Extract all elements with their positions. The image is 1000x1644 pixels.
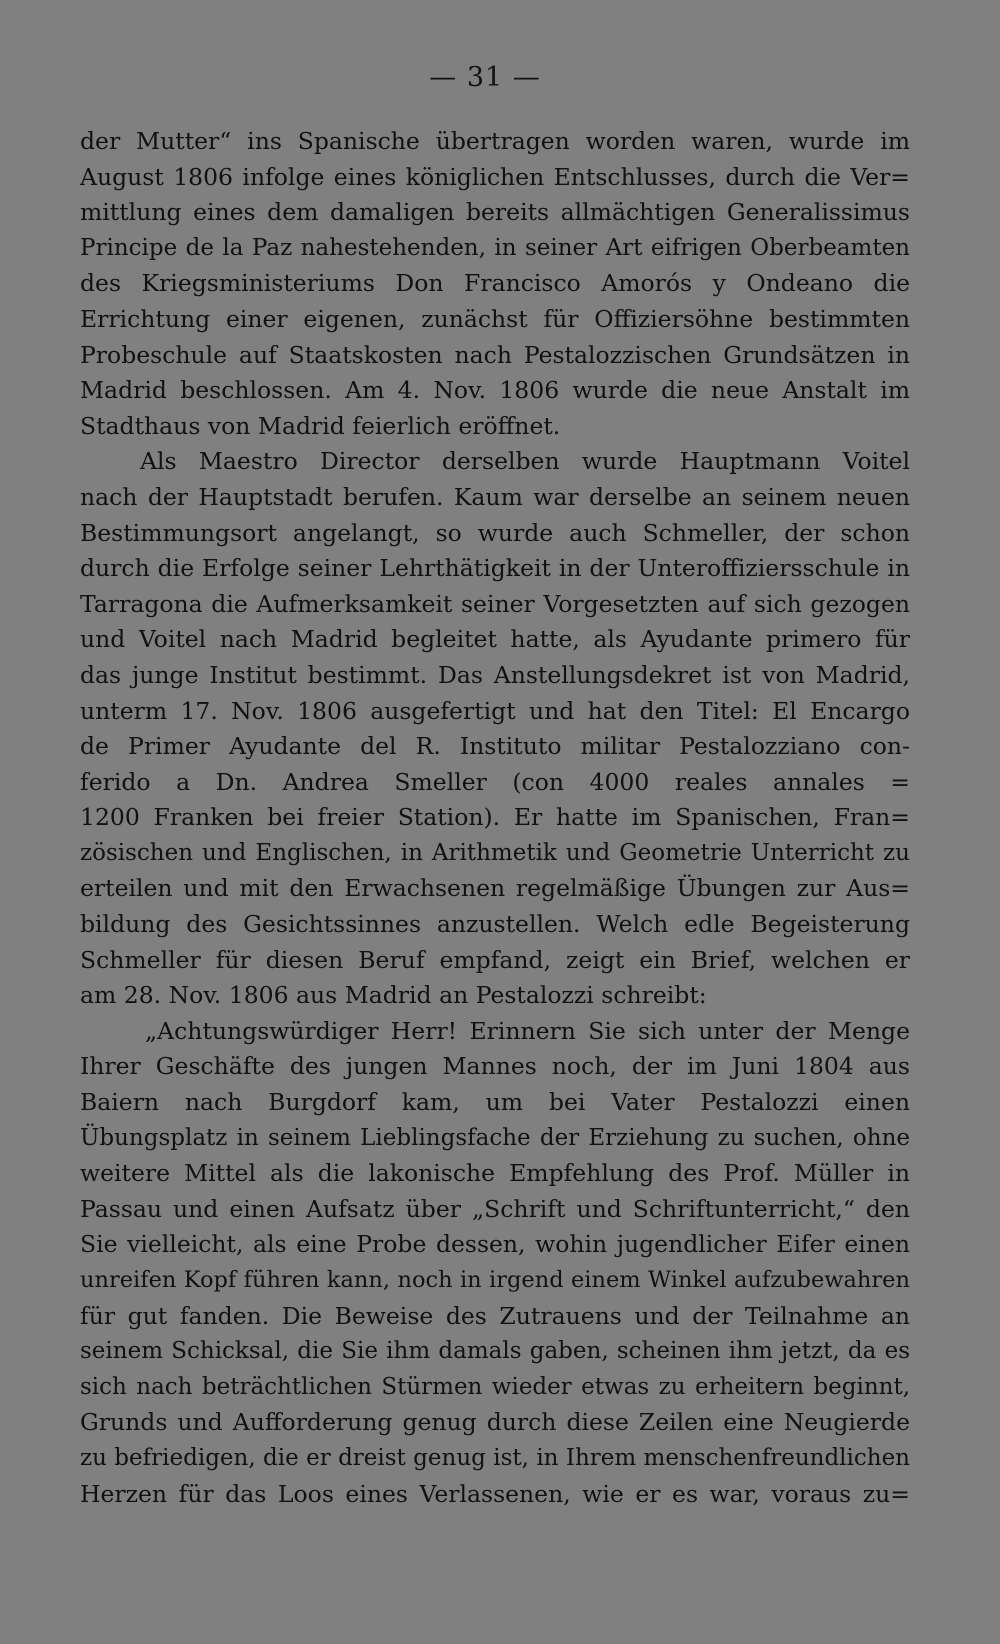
text-line: zu befriedigen, die er dreist genug ist, in Ihrem menschenfreundlichen [80,1444,910,1471]
text-line: der Mutter“ ins Spanische übertragen worden waren, wurde im [80,127,910,155]
text-line: ferido a Dn. Andrea Smeller (con 4000 reales annales = [80,767,910,796]
text-line: Schmeller für diesen Beruf empfand, zeigt ein Brief, welchen er [80,945,910,974]
text-line: Passau und einen Aufsatz über „Schrift und Schriftunterricht,“ den [80,1194,910,1223]
text-line: August 1806 infolge eines königlichen Entschlusses, durch die Ver= [80,162,910,191]
text-line: Principe de la Paz nahestehenden, in seiner Art eifrigen Oberbeamten [80,234,910,261]
text-line: de Primer Ayudante del R. Instituto militar Pestalozziano con- [80,732,910,761]
text-line: Sie vielleicht, als eine Probe dessen, wohin jugendlicher Eifer einen [80,1230,910,1259]
text-line: Übungsplatz in seinem Lieblingsfache der Erziehung zu suchen, ohne [80,1124,910,1151]
text-line: zösischen und Englischen, in Arithmetik und Geometrie Unterricht zu [80,839,910,866]
text-line: „Achtungswürdiger Herr! Erinnern Sie sich unter der Menge [145,1016,910,1045]
text-line: Als Maestro Director derselben wurde Hauptmann Voitel [140,447,910,476]
text-line: des Kriegsministeriums Don Francisco Amorós y Ondeano die [80,269,910,298]
text-line: sich nach beträchtlichen Stürmen wieder etwas zu erheitern beginnt, [80,1373,910,1400]
text-line: Ihrer Geschäfte des jungen Mannes noch, der im Juni 1804 aus [80,1052,910,1081]
body-text [80,124,910,1512]
text-line: Grunds und Aufforderung genug durch diese Zeilen eine Neugierde [80,1408,910,1437]
text-line: erteilen und mit den Erwachsenen regelmäßige Übungen zur Aus= [80,874,910,903]
text-line: 1200 Franken bei freier Station). Er hatte im Spanischen, Fran= [80,803,910,832]
text-line: Tarragona die Aufmerksamkeit seiner Vorgesetzten auf sich gezogen [80,589,910,618]
text-line: durch die Erfolge seiner Lehrthätigkeit in der Unteroffiziersschule in [80,554,910,583]
text-line: Probeschule auf Staatskosten nach Pestalozzischen Grundsätzen in [80,340,910,369]
text-line: unreifen Kopf führen kann, noch in irgend einem Winkel aufzubewahren [80,1267,910,1293]
text-line: Madrid beschlossen. Am 4. Nov. 1806 wurde die neue Anstalt im [80,376,910,405]
text-line: nach der Hauptstadt berufen. Kaum war derselbe an seinem neuen [80,482,910,511]
text-line: Errichtung einer eigenen, zunächst für Offiziersöhne bestimmten [80,304,910,333]
page-number: — 31 — [429,62,541,93]
text-line: und Voitel nach Madrid begleitet hatte, als Ayudante primero für [80,625,910,654]
text-line: Stadthaus von Madrid feierlich eröffnet. [80,411,561,440]
text-line: am 28. Nov. 1806 aus Madrid an Pestalozzi schreibt: [80,981,707,1010]
text-line: mittlung eines dem damaligen bereits allmächtigen Generalissimus [80,198,910,227]
text-line: Bestimmungsort angelangt, so wurde auch Schmeller, der schon [80,518,910,547]
text-line: Herzen für das Loos eines Verlassenen, wie er es war, voraus zu= [80,1479,910,1508]
text-line: weitere Mittel als die lakonische Empfehlung des Prof. Müller in [80,1159,910,1188]
text-line: seinem Schicksal, die Sie ihm damals gaben, scheinen ihm jetzt, da es [80,1338,910,1365]
text-line: Baiern nach Burgdorf kam, um bei Vater Pestalozzi einen [80,1088,910,1117]
text-line: das junge Institut bestimmt. Das Anstellungsdekret ist von Madrid, [80,660,910,689]
text-line: unterm 17. Nov. 1806 ausgefertigt und hat den Titel: El Encargo [80,696,910,725]
text-line: bildung des Gesichtssinnes anzustellen. Welch edle Begeisterung [80,910,910,939]
text-line: für gut fanden. Die Beweise des Zutrauens und der Teilnahme an [80,1301,910,1330]
